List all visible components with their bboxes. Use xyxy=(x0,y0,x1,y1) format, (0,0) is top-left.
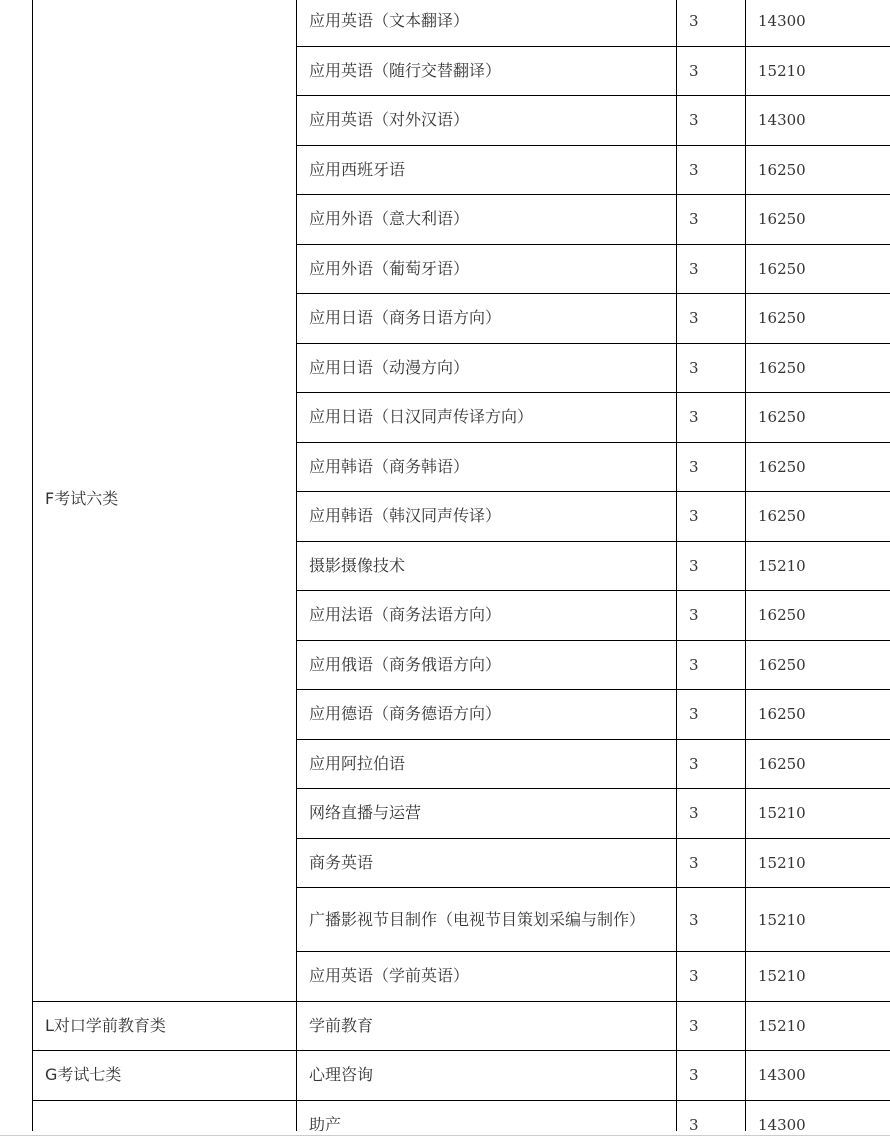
major-cell: 应用韩语（韩汉同声传译） xyxy=(297,492,677,542)
fee-cell: 16250 xyxy=(746,294,890,344)
fee-cell: 16250 xyxy=(746,690,890,740)
fee-cell: 16250 xyxy=(746,739,890,789)
major-cell: 应用德语（商务德语方向） xyxy=(297,690,677,740)
major-cell: 应用英语（对外汉语） xyxy=(297,96,677,146)
years-cell: 3 xyxy=(677,442,746,492)
major-cell: 摄影摄像技术 xyxy=(297,541,677,591)
fee-cell: 14300 xyxy=(746,1100,890,1131)
category-cell-f: F考试六类 xyxy=(33,0,297,1001)
major-cell: 应用日语（动漫方向） xyxy=(297,343,677,393)
major-cell: 应用外语（葡萄牙语） xyxy=(297,244,677,294)
years-cell: 3 xyxy=(677,591,746,641)
years-cell: 3 xyxy=(677,1051,746,1101)
years-cell: 3 xyxy=(677,888,746,952)
major-cell: 应用英语（随行交替翻译） xyxy=(297,46,677,96)
major-cell: 网络直播与运营 xyxy=(297,789,677,839)
viewport-bottom-edge xyxy=(0,1135,890,1136)
major-cell: 助产 xyxy=(297,1100,677,1131)
fee-cell: 16250 xyxy=(746,492,890,542)
major-cell: 应用外语（意大利语） xyxy=(297,195,677,245)
fee-cell: 16250 xyxy=(746,591,890,641)
years-cell: 3 xyxy=(677,195,746,245)
majors-fee-table xyxy=(32,0,890,1131)
major-cell: 应用法语（商务法语方向） xyxy=(297,591,677,641)
major-cell: 应用日语（日汉同声传译方向） xyxy=(297,393,677,443)
fee-cell: 14300 xyxy=(746,96,890,146)
major-cell: 学前教育 xyxy=(297,1001,677,1051)
category-cell-g: G考试七类 xyxy=(33,1051,297,1101)
major-cell: 心理咨询 xyxy=(297,1051,677,1101)
fee-cell: 15210 xyxy=(746,46,890,96)
fee-cell: 15210 xyxy=(746,789,890,839)
fee-cell: 15210 xyxy=(746,1001,890,1051)
major-cell: 应用英语（文本翻译） xyxy=(297,0,677,46)
fee-cell: 16250 xyxy=(746,343,890,393)
category-cell-l: L对口学前教育类 xyxy=(33,1001,297,1051)
years-cell: 3 xyxy=(677,541,746,591)
fee-cell: 16250 xyxy=(746,244,890,294)
major-cell: 应用英语（学前英语） xyxy=(297,952,677,1002)
major-cell: 应用西班牙语 xyxy=(297,145,677,195)
years-cell: 3 xyxy=(677,690,746,740)
major-cell: 应用韩语（商务韩语） xyxy=(297,442,677,492)
fee-cell: 16250 xyxy=(746,393,890,443)
years-cell: 3 xyxy=(677,739,746,789)
fee-cell: 15210 xyxy=(746,952,890,1002)
years-cell: 3 xyxy=(677,789,746,839)
years-cell: 3 xyxy=(677,96,746,146)
major-cell: 广播影视节目制作（电视节目策划采编与制作） xyxy=(297,888,677,952)
years-cell: 3 xyxy=(677,294,746,344)
years-cell: 3 xyxy=(677,838,746,888)
major-cell: 应用俄语（商务俄语方向） xyxy=(297,640,677,690)
years-cell: 3 xyxy=(677,145,746,195)
fee-cell: 16250 xyxy=(746,145,890,195)
years-cell: 3 xyxy=(677,46,746,96)
major-cell: 应用阿拉伯语 xyxy=(297,739,677,789)
years-cell: 3 xyxy=(677,492,746,542)
fee-cell: 16250 xyxy=(746,195,890,245)
fee-cell: 15210 xyxy=(746,541,890,591)
fee-cell: 16250 xyxy=(746,640,890,690)
fee-cell: 14300 xyxy=(746,1051,890,1101)
years-cell: 3 xyxy=(677,0,746,46)
years-cell: 3 xyxy=(677,1100,746,1131)
fee-cell: 15210 xyxy=(746,838,890,888)
fee-cell: 14300 xyxy=(746,0,890,46)
major-cell: 商务英语 xyxy=(297,838,677,888)
years-cell: 3 xyxy=(677,343,746,393)
fee-cell: 15210 xyxy=(746,888,890,952)
fee-cell: 16250 xyxy=(746,442,890,492)
years-cell: 3 xyxy=(677,1001,746,1051)
years-cell: 3 xyxy=(677,640,746,690)
years-cell: 3 xyxy=(677,952,746,1002)
years-cell: 3 xyxy=(677,393,746,443)
category-cell-empty xyxy=(33,1100,297,1131)
major-cell: 应用日语（商务日语方向） xyxy=(297,294,677,344)
years-cell: 3 xyxy=(677,244,746,294)
